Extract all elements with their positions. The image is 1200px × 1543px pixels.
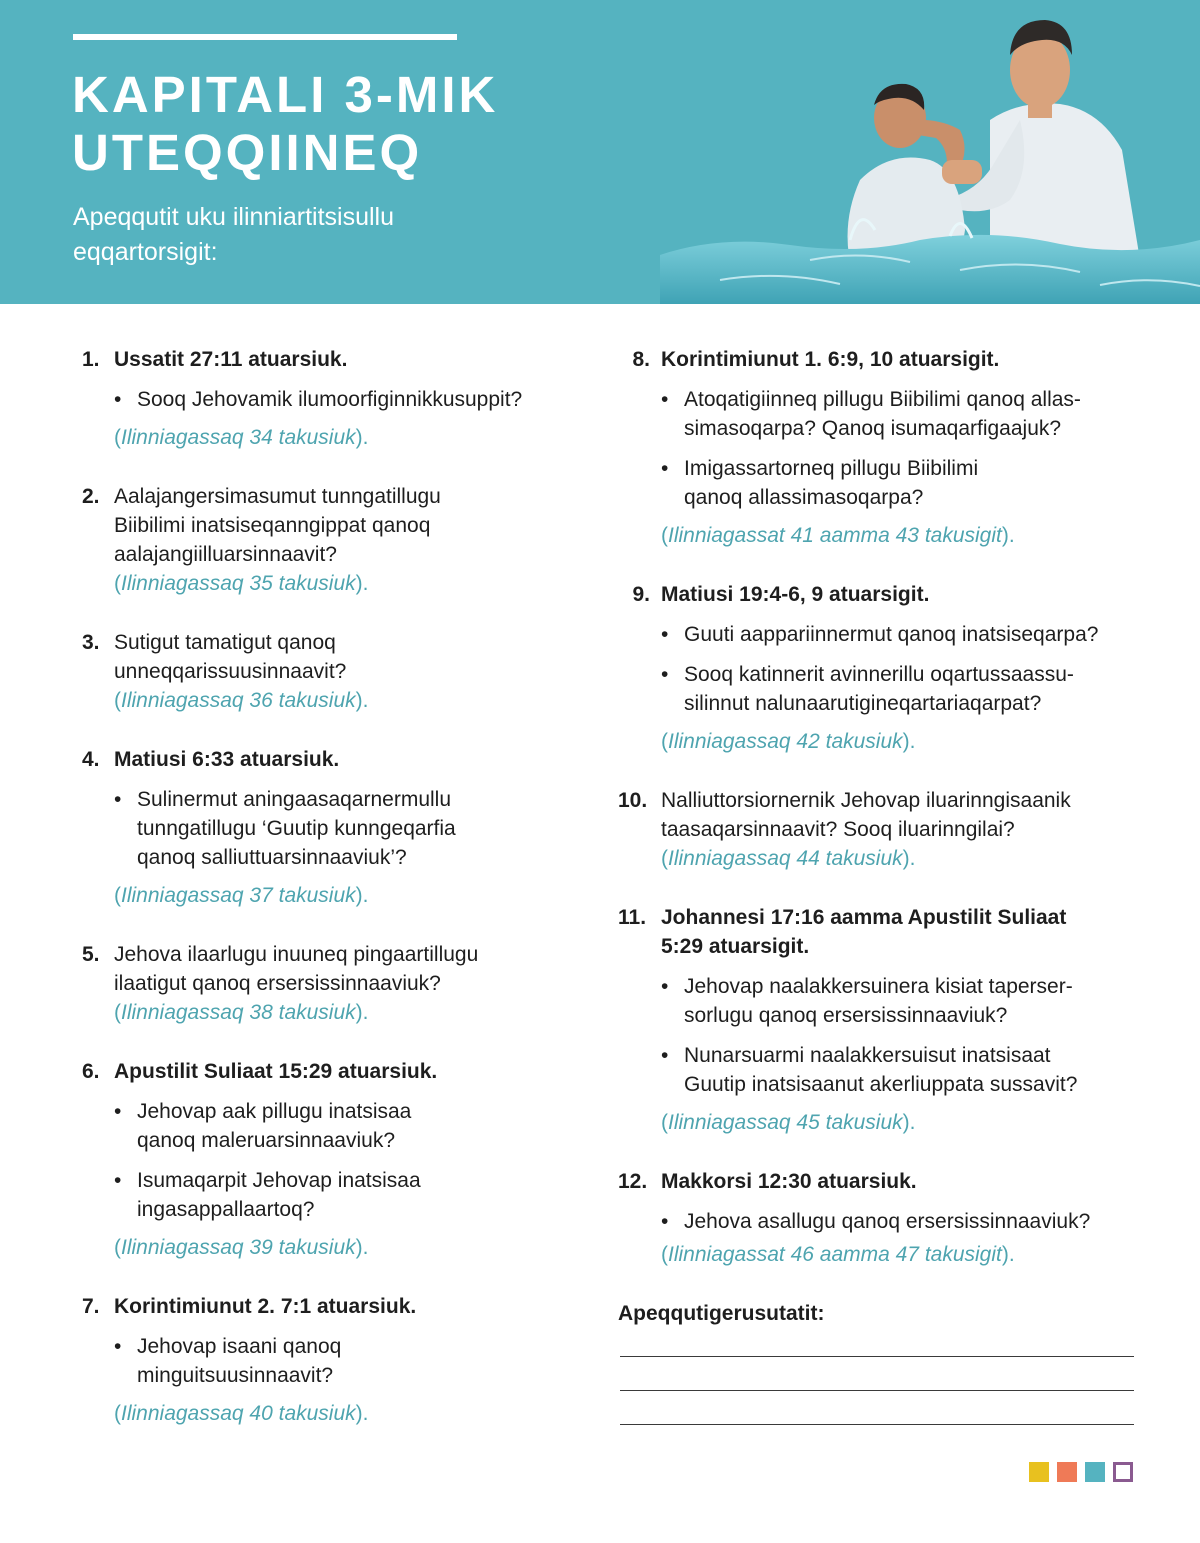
bullet-text: ingasappallaartoq? — [137, 1198, 315, 1221]
bullet-text: Jehovap aak pillugu inatsisaa — [137, 1100, 412, 1123]
bullet-text: simasoqarpa? Qanoq isumaqarfigaajuk? — [684, 417, 1062, 440]
lesson-reference: (Ilinniagassaq 34 takusiuk). — [114, 426, 369, 449]
bullet-dot: • — [661, 388, 669, 411]
chapter-subtitle-line: Apeqqutit uku ilinniartitsisullu — [73, 203, 395, 231]
bullet-point — [661, 620, 1158, 649]
bullet-dot: • — [661, 623, 669, 646]
question-item — [618, 903, 1158, 1137]
lesson-reference: (Ilinniagassaq 39 takusiuk). — [114, 1236, 369, 1259]
scripture-reference: 5:29 atuarsigit. — [661, 935, 810, 958]
lesson-reference: (Ilinniagassaq 37 takusiuk). — [114, 884, 369, 907]
question-text: Sutigut tamatigut qanoq — [114, 631, 336, 654]
question-item — [82, 1057, 582, 1262]
scripture-reference: Matiusi 6:33 atuarsiuk. — [114, 748, 340, 771]
bullet-text: Jehovap isaani qanoq — [137, 1335, 342, 1358]
lesson-reference: (Ilinniagassaq 45 takusiuk). — [661, 1111, 916, 1134]
bullet-dot: • — [661, 457, 669, 480]
question-number: 3. — [82, 631, 100, 654]
bullet-text: Sooq katinnerit avinnerillu oqartussaassu- — [684, 663, 1074, 686]
bullet-text: qanoq salliuttuarsinnaaviuk’? — [137, 846, 407, 869]
purple-outline-square — [1113, 1462, 1133, 1482]
bullet-point — [661, 1207, 1158, 1236]
bullet-text: tunngatillugu ‘Guutip kunngeqarfia — [137, 817, 456, 840]
chapter-title-line: KAPITALI 3-MIK — [72, 66, 499, 123]
notes-title: Apeqqutigerusutatit: — [618, 1302, 825, 1325]
lesson-reference: (Ilinniagassaq 35 takusiuk). — [114, 572, 369, 595]
bullet-text: Guuti aappariinnermut qanoq inatsiseqarpa? — [684, 623, 1099, 646]
bullet-point — [661, 385, 1158, 443]
bullet-point — [114, 1166, 582, 1224]
bullet-text: qanoq allassimasoqarpa? — [684, 486, 924, 509]
questions-column-left — [82, 345, 582, 1458]
bullet-dot: • — [661, 975, 669, 998]
bullet-text: Sooq Jehovamik ilumoorfiginnikkusuppit? — [137, 388, 523, 411]
scripture-reference: Ussatit 27:11 atuarsiuk. — [114, 348, 348, 371]
scripture-reference: Makkorsi 12:30 atuarsiuk. — [661, 1170, 917, 1193]
question-item — [82, 1292, 582, 1428]
lesson-reference: (Ilinniagassaq 40 takusiuk). — [114, 1402, 369, 1425]
note-line[interactable] — [620, 1356, 1134, 1357]
bullet-dot: • — [114, 388, 122, 411]
question-text: aalajangiilluarsinnaavit? — [114, 543, 337, 566]
question-text: Jehova ilaarlugu inuuneq pingaartillugu — [114, 943, 479, 966]
bullet-text: sorlugu qanoq ersersissinnaaviuk? — [684, 1004, 1008, 1027]
question-number: 8. — [632, 348, 650, 371]
question-number: 5. — [82, 943, 100, 966]
question-item — [82, 628, 582, 715]
question-number: 7. — [82, 1295, 100, 1318]
question-item — [618, 786, 1158, 873]
lesson-reference: (Ilinniagassaq 36 takusiuk). — [114, 689, 369, 712]
bullet-point — [114, 785, 582, 872]
bullet-dot: • — [661, 1044, 669, 1067]
note-line[interactable] — [620, 1424, 1134, 1425]
bullet-text: Jehova asallugu qanoq ersersissinnaaviuk? — [684, 1210, 1091, 1233]
bullet-point — [114, 1097, 582, 1155]
color-squares — [1029, 1462, 1133, 1482]
bullet-point — [661, 454, 1158, 512]
chapter-header — [0, 0, 1200, 304]
lesson-reference: (Ilinniagassaq 44 takusiuk). — [661, 847, 916, 870]
question-text: Biibilimi inatsiseqanngippat qanoq — [114, 514, 431, 537]
lesson-reference: (Ilinniagassat 46 aamma 47 takusigit). — [661, 1243, 1015, 1266]
bullet-text: Sulinermut aningaasaqarnermullu — [137, 788, 452, 811]
question-number: 1. — [82, 348, 100, 371]
bullet-point — [661, 1041, 1158, 1099]
lesson-reference: (Ilinniagassaq 38 takusiuk). — [114, 1001, 369, 1024]
bullet-text: silinnut nalunaarutigineqartariaqarpat? — [684, 692, 1042, 715]
question-number: 2. — [82, 485, 100, 508]
scripture-reference: Korintimiunut 1. 6:9, 10 atuarsigit. — [661, 348, 1000, 371]
chapter-title — [72, 66, 632, 182]
questions-column-right — [618, 345, 1158, 1425]
question-text: Nalliuttorsiornernik Jehovap iluarinngisaanik — [661, 789, 1071, 812]
notes-section — [618, 1299, 1158, 1425]
yellow-square — [1029, 1462, 1049, 1482]
header-rule — [73, 34, 457, 40]
question-item — [618, 1167, 1158, 1269]
bullet-dot: • — [661, 663, 669, 686]
scripture-reference: Apustilit Suliaat 15:29 atuarsiuk. — [114, 1060, 438, 1083]
bullet-dot: • — [114, 1100, 122, 1123]
question-number: 4. — [82, 748, 100, 771]
bullet-text: Imigassartorneq pillugu Biibilimi — [684, 457, 979, 480]
chapter-title-line: UTEQQIINEQ — [72, 124, 423, 181]
scripture-reference: Korintimiunut 2. 7:1 atuarsiuk. — [114, 1295, 417, 1318]
question-text: unneqqarissuusinnaavit? — [114, 660, 347, 683]
bullet-text: Isumaqarpit Jehovap inatsisaa — [137, 1169, 421, 1192]
chapter-subtitle-line: eqqartorsigit: — [73, 238, 218, 266]
question-number: 12. — [618, 1170, 648, 1193]
bullet-text: qanoq maleruarsinnaaviuk? — [137, 1129, 395, 1152]
bullet-dot: • — [114, 788, 122, 811]
question-text: ilaatigut qanoq ersersissinnaaviuk? — [114, 972, 441, 995]
question-item — [82, 345, 582, 452]
baptism-illustration — [660, 0, 1200, 304]
bullet-point — [661, 972, 1158, 1030]
bullet-text: Nunarsuarmi naalakkersuisut inatsisaat — [684, 1044, 1051, 1067]
chapter-subtitle — [73, 200, 533, 270]
note-line[interactable] — [620, 1390, 1134, 1391]
question-number: 11. — [618, 906, 647, 929]
lesson-reference: (Ilinniagassat 41 aamma 43 takusigit). — [661, 524, 1015, 547]
question-number: 9. — [632, 583, 650, 606]
question-item — [618, 345, 1158, 550]
question-number: 10. — [618, 789, 648, 812]
scripture-reference: Matiusi 19:4-6, 9 atuarsigit. — [661, 583, 930, 606]
bullet-point — [661, 660, 1158, 718]
question-text: taasaqarsinnaavit? Sooq iluarinngilai? — [661, 818, 1015, 841]
question-item — [82, 940, 582, 1027]
teal-square — [1085, 1462, 1105, 1482]
bullet-dot: • — [114, 1335, 122, 1358]
bullet-text: Guutip inatsisaanut akerliuppata sussavit? — [684, 1073, 1078, 1096]
bullet-text: minguitsuusinnaavit? — [137, 1364, 334, 1387]
orange-square — [1057, 1462, 1077, 1482]
lesson-reference: (Ilinniagassaq 42 takusiuk). — [661, 730, 916, 753]
scripture-reference: Johannesi 17:16 aamma Apustilit Suliaat — [661, 906, 1067, 929]
bullet-point — [114, 385, 582, 414]
bullet-dot: • — [114, 1169, 122, 1192]
bullet-text: Jehovap naalakkersuinera kisiat taperser- — [684, 975, 1073, 998]
bullet-dot: • — [661, 1210, 669, 1233]
bullet-text: Atoqatigiinneq pillugu Biibilimi qanoq allas- — [684, 388, 1081, 411]
question-text: Aalajangersimasumut tunngatillugu — [114, 485, 441, 508]
question-number: 6. — [82, 1060, 100, 1083]
question-item — [82, 482, 582, 598]
question-item — [82, 745, 582, 910]
question-item — [618, 580, 1158, 756]
bullet-point — [114, 1332, 582, 1390]
